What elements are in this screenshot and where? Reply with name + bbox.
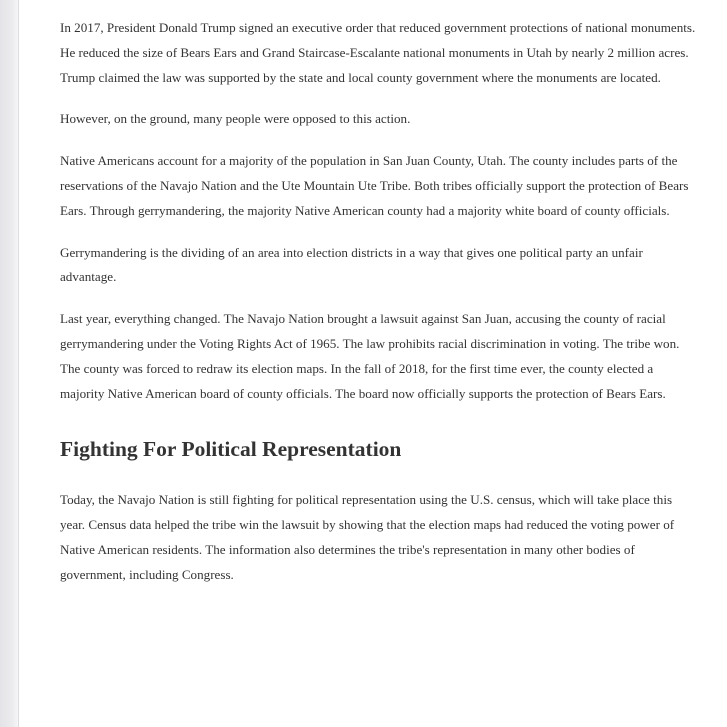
article-body (60, 16, 700, 605)
paragraph-lawsuit: Last year, everything changed. The Navajo Nation brought a lawsuit against San Juan, accusing the county of racial gerrymandering under the Voting Rights Act of 1965. The law prohibits racial discrimination in voting. The tribe won. The county was forced to redraw its election maps. In the fall of 2018, for the first time ever, the county elected a majority Native American board of county officials. The board now officially supports the protection of Bears Ears. (60, 311, 680, 401)
section-heading: Fighting For Political Representation (60, 437, 402, 462)
paragraph-san-juan-county: Native Americans account for a majority of the population in San Juan County, Utah. The county includes parts of the reservations of the Navajo Nation and the Ute Mountain Ute Tribe. Both tribes officially support the protection of Bears Ears. Through gerrymandering, the majority Native American county had a majority white board of county officials. (60, 153, 689, 218)
paragraph-executive-order: In 2017, President Donald Trump signed an executive order that reduced government protections of national monuments. He reduced the size of Bears Ears and Grand Staircase-Escalante national monuments in Utah by nearly 2 million acres. Trump claimed the law was supported by the state and local county government where the monuments are located. (60, 20, 696, 85)
left-scroll-rail (0, 0, 19, 727)
paragraph-gerrymandering-definition: Gerrymandering is the dividing of an area into election districts in a way that gives one political party an unfair advantage. (60, 244, 643, 285)
paragraph-opposition: However, on the ground, many people were opposed to this action. (60, 111, 411, 127)
paragraph-census: Today, the Navajo Nation is still fighting for political representation using the U.S. census, which will take place this year. Census data helped the tribe win the lawsuit by showing that the election maps had reduced the voting power of Native American residents. The information also determines the tribe's representation in many other bodies of government, including Congress. (60, 492, 675, 582)
